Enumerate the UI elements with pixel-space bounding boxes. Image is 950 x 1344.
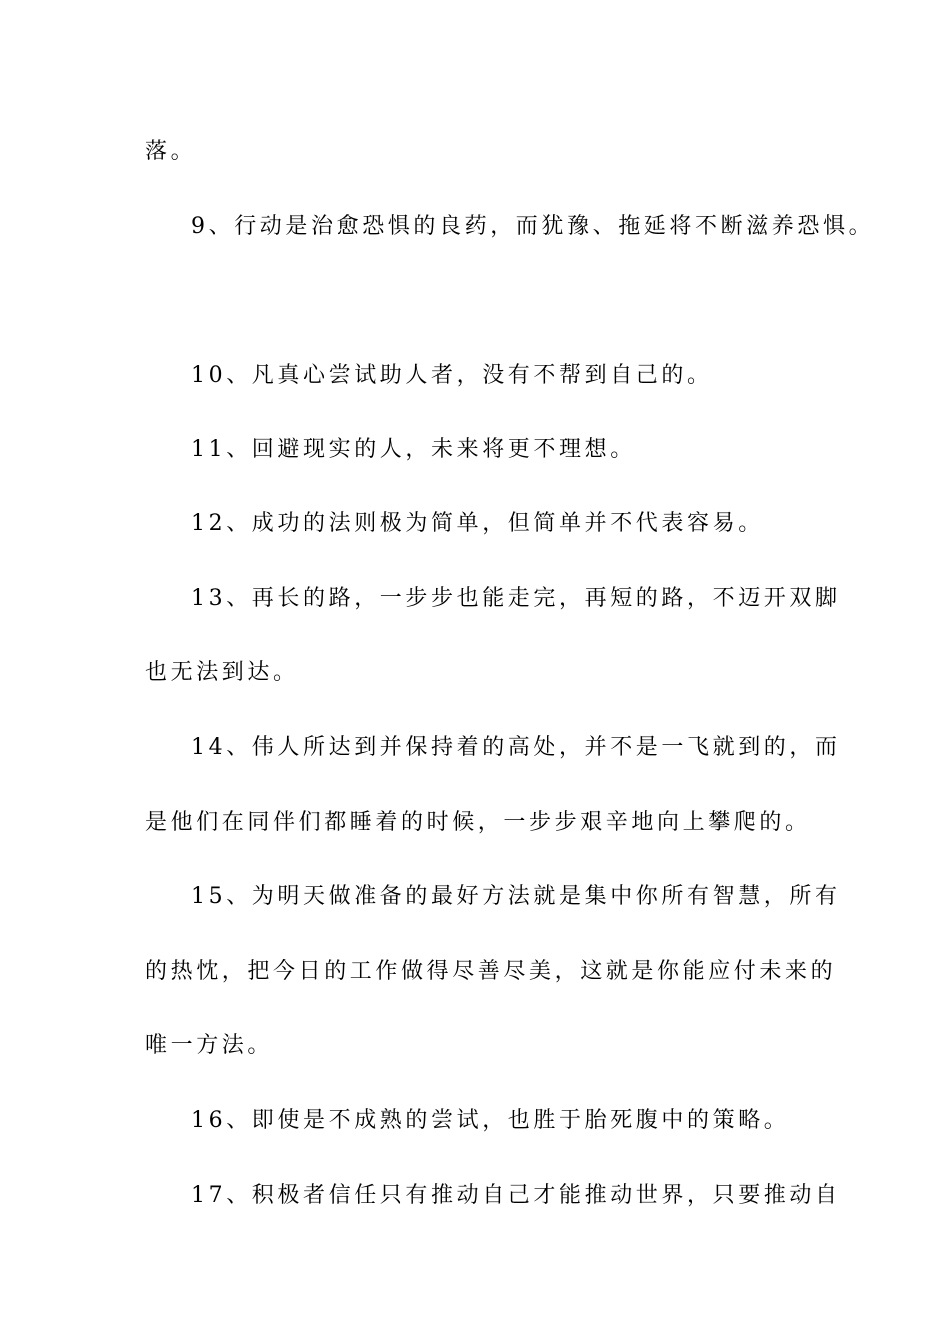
text-line: 11、回避现实的人，未来将更不理想。 [191,437,636,462]
text-line: 14、伟人所达到并保持着的高处，并不是一飞就到的，而 [191,735,841,760]
text-line: 9、行动是治愈恐惧的良药，而犹豫、拖延将不断滋养恐惧。 [191,214,875,239]
text-line: 是他们在同伴们都睡着的时候，一步步艰辛地向上攀爬的。 [145,810,811,835]
text-line: 17、积极者信任只有推动自己才能推动世界，只要推动自 [191,1183,841,1208]
text-line: 12、成功的法则极为简单，但简单并不代表容易。 [191,511,764,536]
text-line: 10、凡真心尝试助人者，没有不帮到自己的。 [191,363,713,388]
text-line: 落。 [145,139,197,164]
text-line: 15、为明天做准备的最好方法就是集中你所有智慧，所有 [191,884,841,909]
text-line: 的热忱，把今日的工作做得尽善尽美，这就是你能应付未来的 [145,959,837,984]
text-line: 16、即使是不成熟的尝试，也胜于胎死腹中的策略。 [191,1108,790,1133]
text-line: 13、再长的路，一步步也能走完，再短的路，不迈开双脚 [191,586,841,611]
text-line: 也无法到达。 [145,660,299,685]
text-line: 唯一方法。 [145,1033,274,1058]
